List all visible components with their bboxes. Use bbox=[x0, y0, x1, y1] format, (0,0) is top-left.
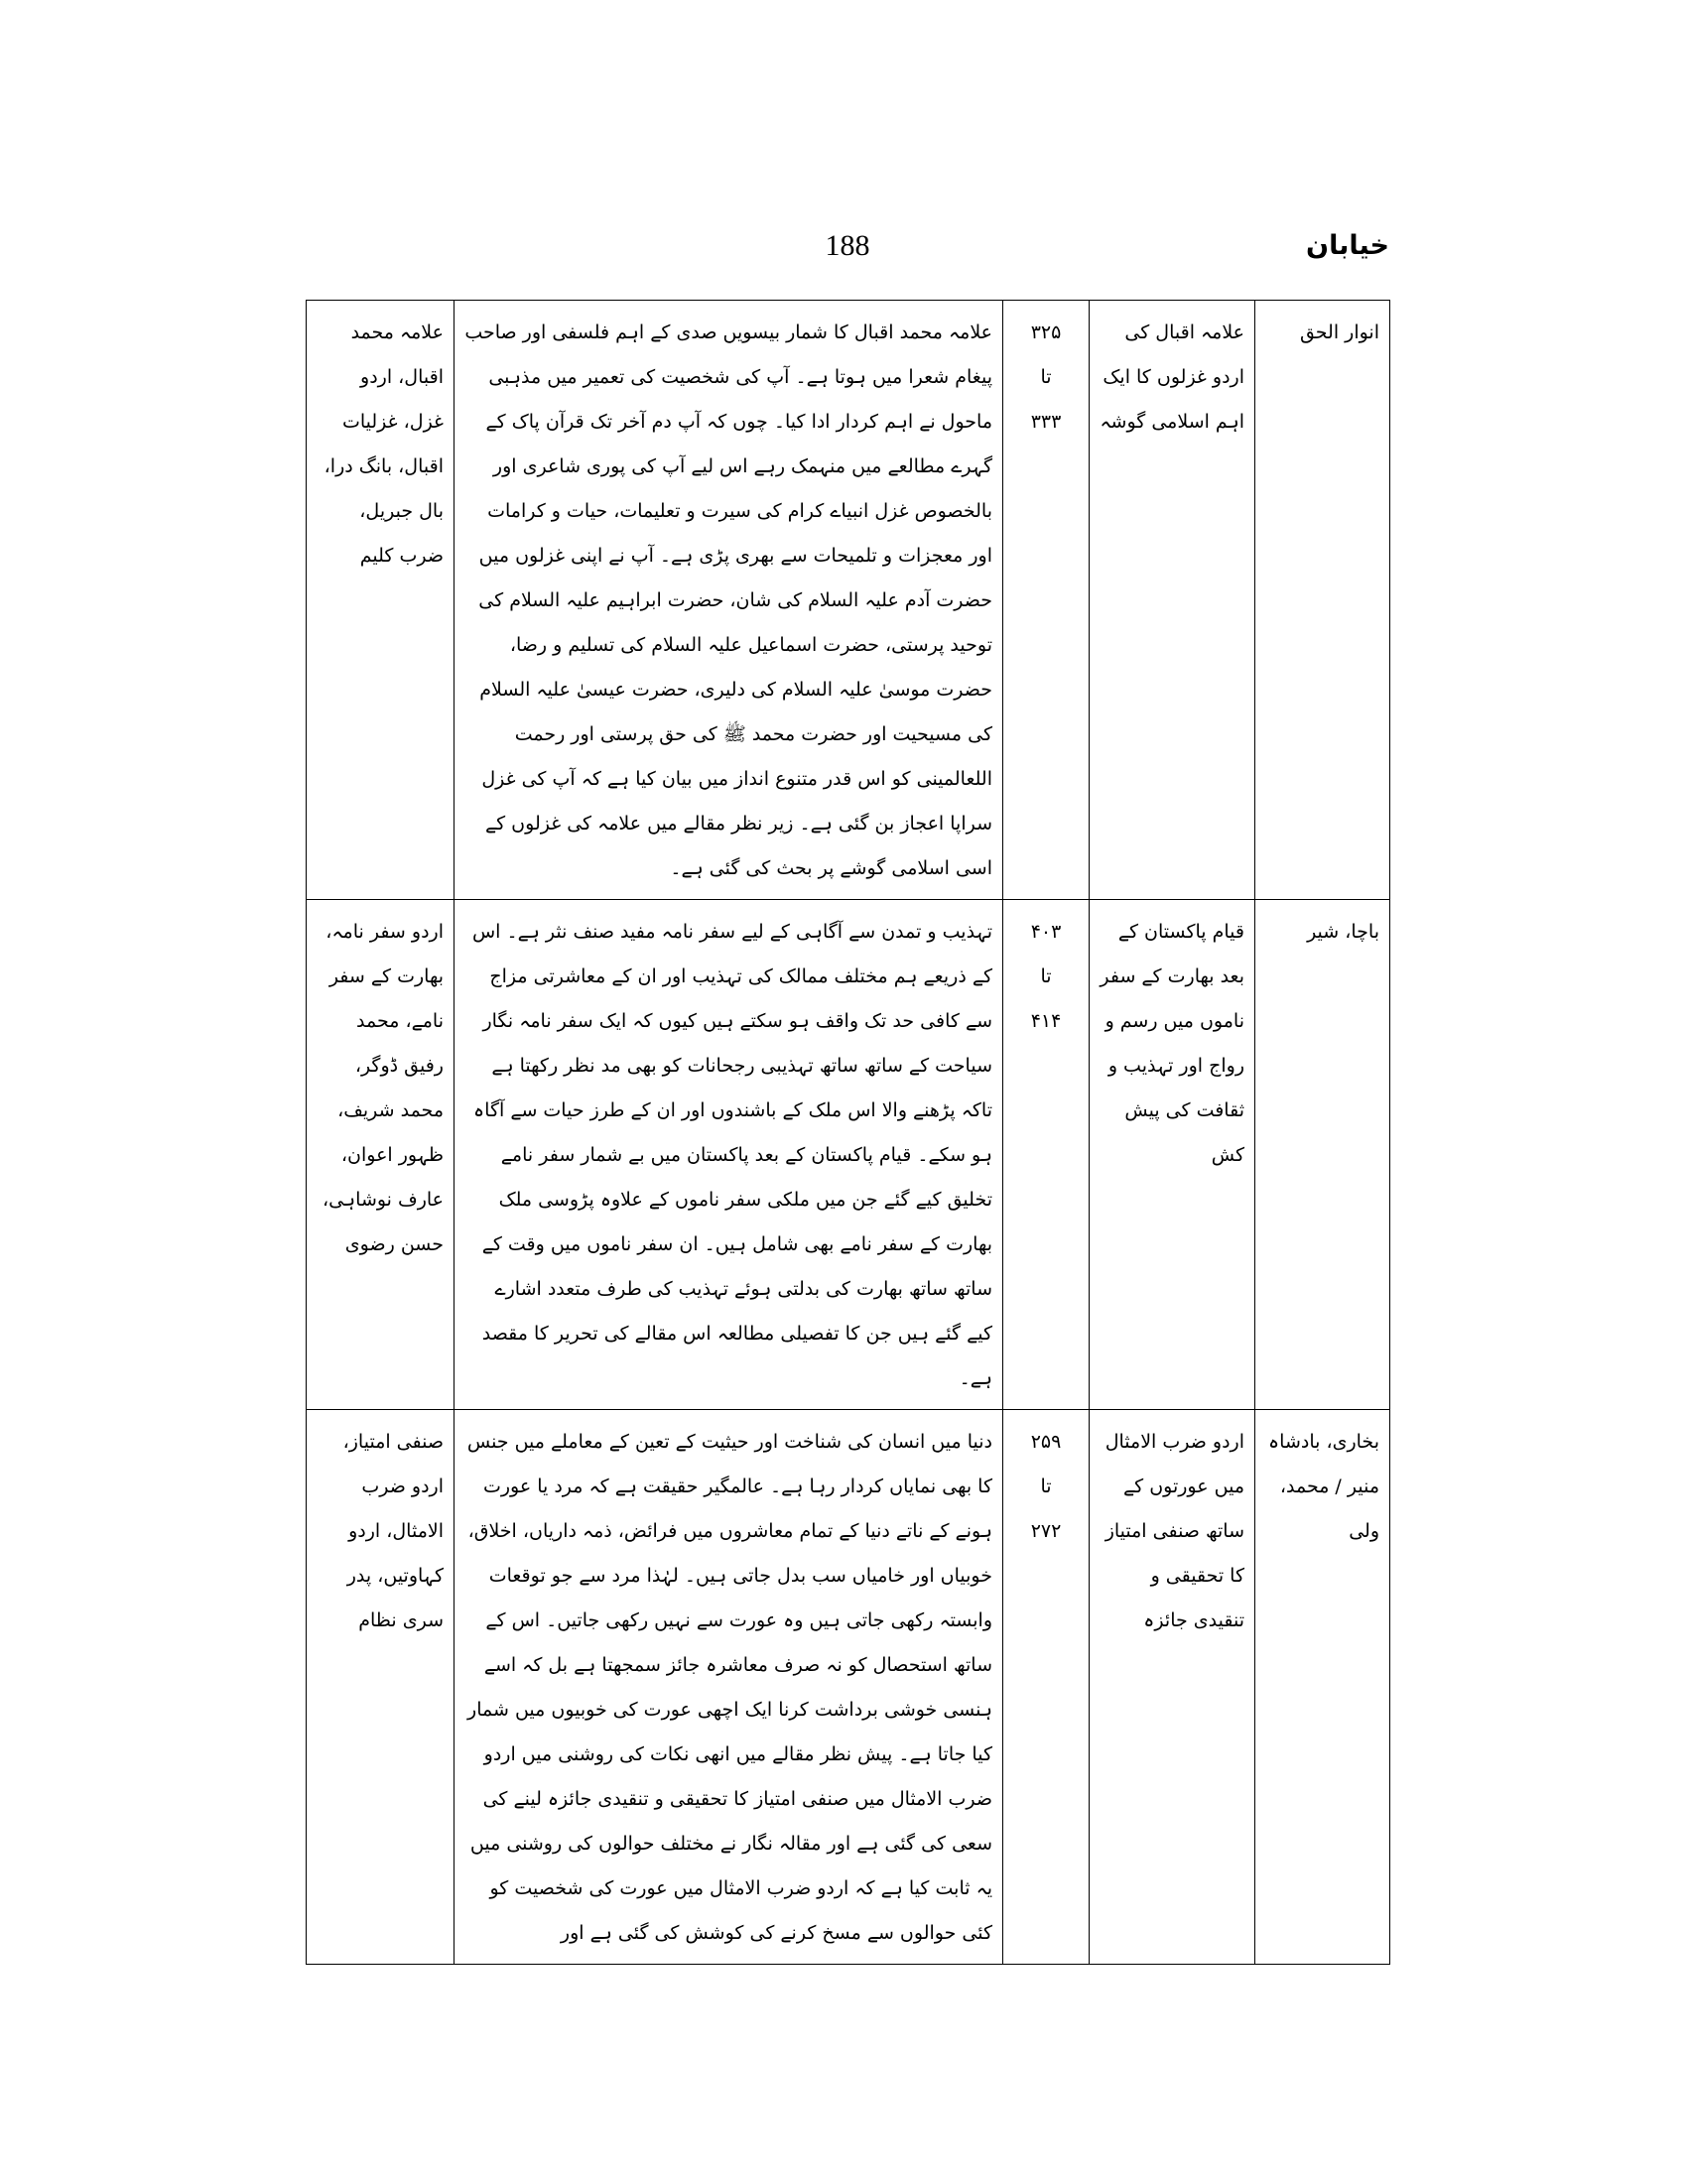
pages-cell bbox=[1003, 301, 1090, 900]
author-cell: انوار الحق bbox=[1255, 301, 1390, 900]
page-separator: تا bbox=[1040, 1476, 1052, 1497]
author-cell: بخاری، بادشاہ منیر / محمد، ولی bbox=[1255, 1410, 1390, 1965]
pages-cell bbox=[1003, 900, 1090, 1410]
pages-cell bbox=[1003, 1410, 1090, 1965]
author-cell: باچا، شیر bbox=[1255, 900, 1390, 1410]
page-separator: تا bbox=[1040, 965, 1052, 987]
abstract-cell: علامہ محمد اقبال کا شمار بیسویں صدی کے اہم فلسفی اور صاحب پیغام شعرا میں ہوتا ہے۔ آپ کی شخصیت کی تعمیر میں مذہبی ماحول نے اہم کردار ادا کیا۔ چوں کہ آپ دم آخر تک قرآن پاک کے گہرے مطالعے میں منہمک رہے اس لیے آپ کی پوری شاعری اور بالخصوص غزل انبیاے کرام کی سیرت و تعلیمات، حیات و کرامات اور معجزات و تلمیحات سے بھری پڑی ہے۔ آپ نے اپنی غزلوں میں حضرت آدم علیہ السلام کی شان، حضرت ابراہیم علیہ السلام کی توحید پرستی، حضرت اسماعیل علیہ السلام کی تسلیم و رضا، حضرت موسیٰ علیہ السلام کی دلیری، حضرت عیسیٰ علیہ السلام کی مسیحیت اور حضرت محمد ﷺ کی حق پرستی اور رحمت اللعالمینی کو اس قدر متنوع انداز میں بیان کیا ہے کہ آپ کی غزل سراپا اعجاز بن گئی ہے۔ زیر نظر مقالے میں علامہ کی غزلوں کے اسی اسلامی گوشے پر بحث کی گئی ہے۔ bbox=[454, 301, 1003, 900]
keywords-cell: اردو سفر نامہ، بھارت کے سفر نامے، محمد رفیق ڈوگر، محمد شریف، ظہور اعوان، عارف نوشاہی، حسن رضوی bbox=[307, 900, 454, 1410]
article-catalog-table bbox=[306, 300, 1390, 1965]
page-number: 188 bbox=[825, 229, 870, 262]
table-row bbox=[307, 1410, 1390, 1965]
abstract-cell: دنیا میں انسان کی شناخت اور حیثیت کے تعین کے معاملے میں جنس کا بھی نمایاں کردار رہا ہے۔ عالمگیر حقیقت ہے کہ مرد یا عورت ہونے کے ناتے دنیا کے تمام معاشروں میں فرائض، ذمہ داریاں، اخلاق، خوبیاں اور خامیاں سب بدل جاتی ہیں۔ لہٰذا مرد سے جو توقعات وابستہ رکھی جاتی ہیں وہ عورت سے نہیں رکھی جاتیں۔ اس کے ساتھ استحصال کو نہ صرف معاشرہ جائز سمجھتا ہے بل کہ اسے ہنسی خوشی برداشت کرنا ایک اچھی عورت کی خوبیوں میں شمار کیا جاتا ہے۔ پیش نظر مقالے میں انھی نکات کی روشنی میں اردو ضرب الامثال میں صنفی امتیاز کا تحقیقی و تنقیدی جائزہ لینے کی سعی کی گئی ہے اور مقالہ نگار نے مختلف حوالوں کی روشنی میں یہ ثابت کیا ہے کہ اردو ضرب الامثال میں عورت کی شخصیت کو کئی حوالوں سے مسخ کرنے کی کوشش کی گئی ہے اور bbox=[454, 1410, 1003, 1965]
journal-name: خیابان bbox=[1306, 230, 1389, 261]
page-start: ۳۲۵ bbox=[1030, 321, 1062, 343]
page-start: ۲۵۹ bbox=[1030, 1431, 1062, 1453]
page-start: ۴۰۳ bbox=[1030, 921, 1062, 943]
keywords-cell: صنفی امتیاز، اردو ضرب الامثال، اردو کہاوتیں، پدر سری نظام bbox=[307, 1410, 454, 1965]
page-end: ۳۳۳ bbox=[1030, 411, 1062, 433]
page-separator: تا bbox=[1040, 366, 1052, 388]
title-cell: اردو ضرب الامثال میں عورتوں کے ساتھ صنفی امتیاز کا تحقیقی و تنقیدی جائزہ bbox=[1090, 1410, 1255, 1965]
table-row bbox=[307, 301, 1390, 900]
page-header bbox=[306, 226, 1389, 276]
abstract-cell: تہذیب و تمدن سے آگاہی کے لیے سفر نامہ مفید صنف نثر ہے۔ اس کے ذریعے ہم مختلف ممالک کی تہذیب اور ان کے معاشرتی مزاج سے کافی حد تک واقف ہو سکتے ہیں کیوں کہ ایک سفر نامہ نگار سیاحت کے ساتھ ساتھ تہذیبی رجحانات کو بھی مد نظر رکھتا ہے تاکہ پڑھنے والا اس ملک کے باشندوں اور ان کے طرز حیات سے آگاہ ہو سکے۔ قیام پاکستان کے بعد پاکستان میں بے شمار سفر نامے تخلیق کیے گئے جن میں ملکی سفر ناموں کے علاوہ پڑوسی ملک بھارت کے سفر نامے بھی شامل ہیں۔ ان سفر ناموں میں وقت کے ساتھ ساتھ بھارت کی بدلتی ہوئے تہذیب کی طرف متعدد اشارے کیے گئے ہیں جن کا تفصیلی مطالعہ اس مقالے کی تحریر کا مقصد ہے۔ bbox=[454, 900, 1003, 1410]
keywords-cell: علامہ محمد اقبال، اردو غزل، غزلیات اقبال، بانگ درا، بال جبریل، ضرب کلیم bbox=[307, 301, 454, 900]
page-end: ۴۱۴ bbox=[1030, 1010, 1062, 1032]
title-cell: قیام پاکستان کے بعد بھارت کے سفر ناموں میں رسم و رواج اور تہذیب و ثقافت کی پیش کش bbox=[1090, 900, 1255, 1410]
page-end: ۲۷۲ bbox=[1030, 1520, 1062, 1542]
title-cell: علامہ اقبال کی اردو غزلوں کا ایک اہم اسلامی گوشہ bbox=[1090, 301, 1255, 900]
table-row bbox=[307, 900, 1390, 1410]
